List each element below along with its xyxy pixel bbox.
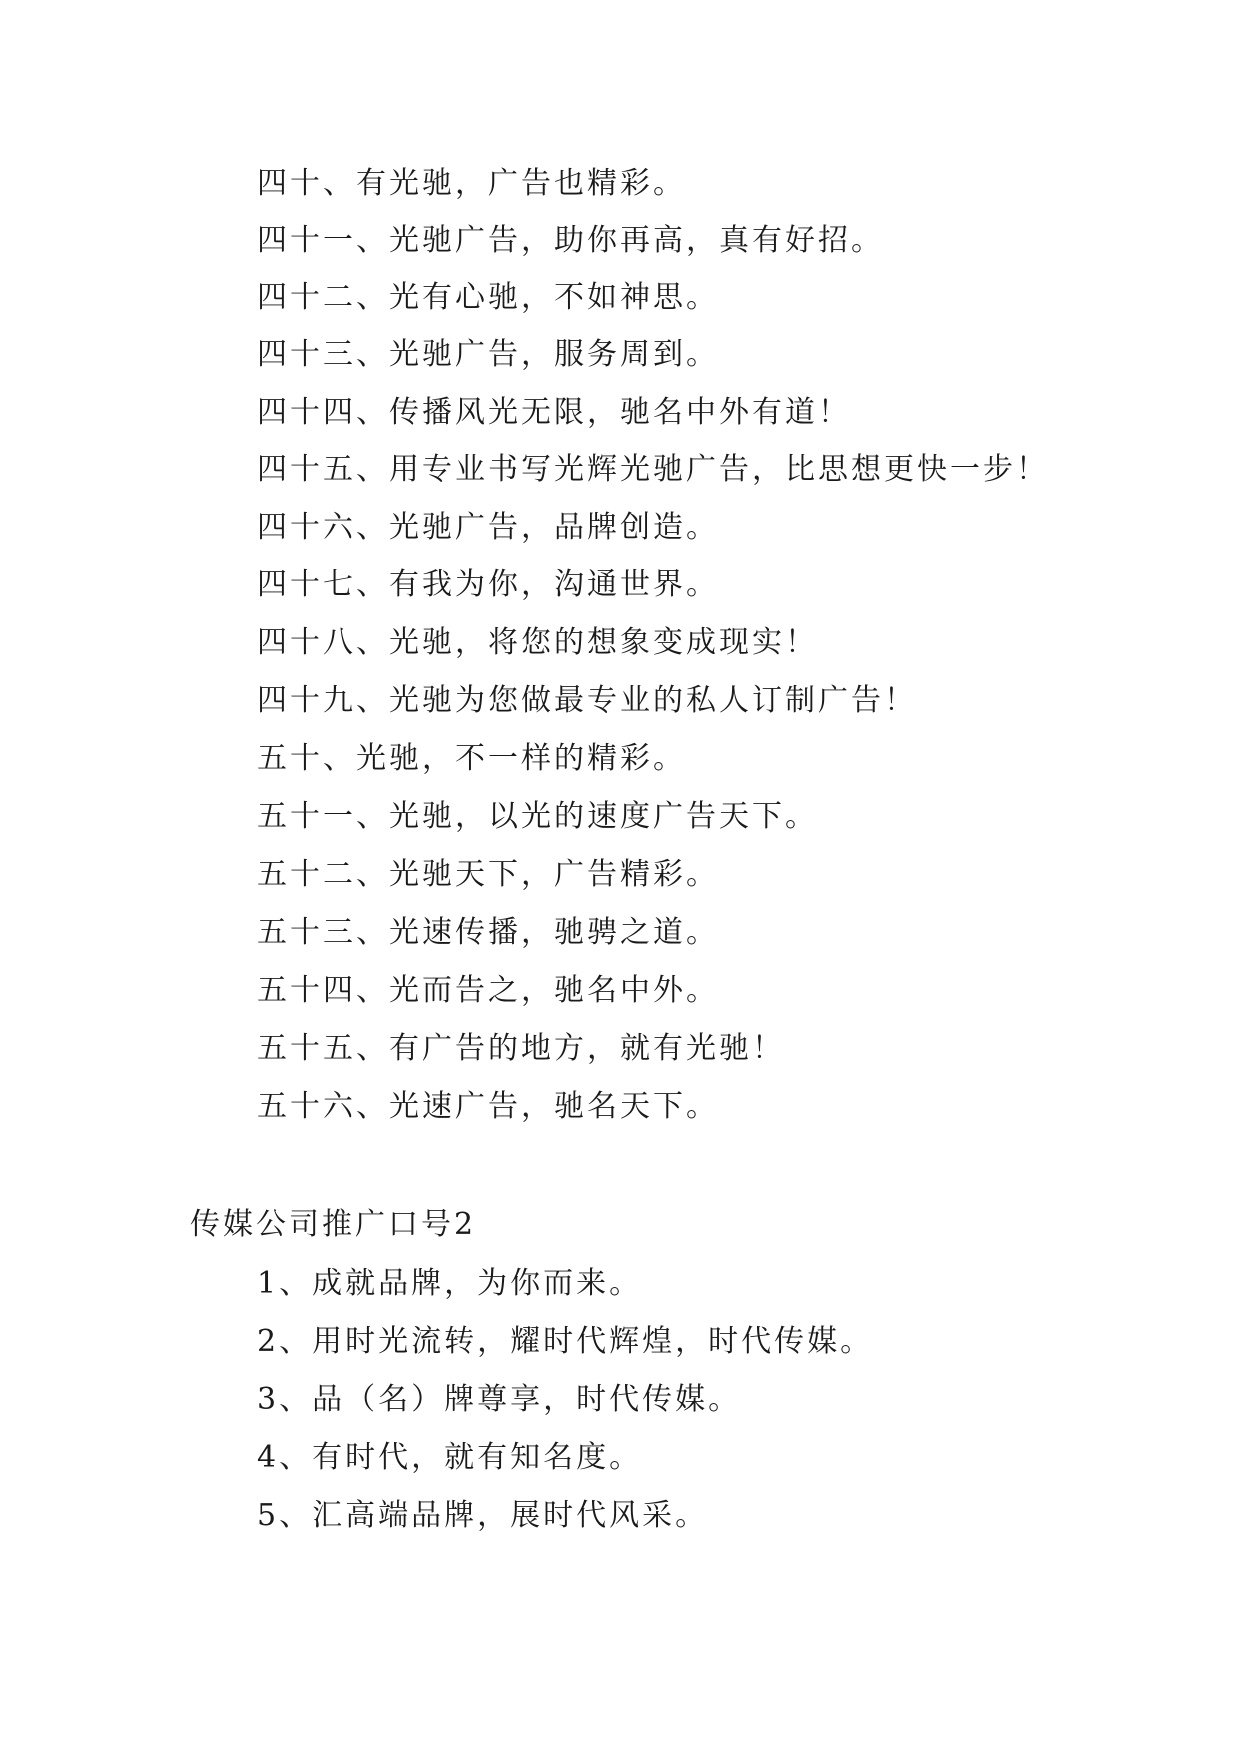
list-item: 2、用时光流转，耀时代辉煌，时代传媒。 [257,1324,874,1359]
slogan-line: 四十六、光驰广告，品牌创造。 [257,510,719,545]
list-item: 1、成就品牌，为你而来。 [257,1266,643,1301]
slogan-line: 五十五、有广告的地方，就有光驰！ [257,1031,785,1066]
slogan-line: 五十一、光驰，以光的速度广告天下。 [257,799,818,834]
slogan-line: 四十四、传播风光无限，驰名中外有道！ [257,395,851,430]
section-heading: 传媒公司推广口号2 [190,1207,477,1242]
slogan-line: 五十二、光驰天下，广告精彩。 [257,857,719,892]
list-item: 3、品（名）牌尊享，时代传媒。 [257,1382,742,1417]
slogan-line: 四十三、光驰广告，服务周到。 [257,337,719,372]
slogan-line: 四十八、光驰，将您的想象变成现实！ [257,625,818,660]
slogan-line: 五十三、光速传播，驰骋之道。 [257,915,719,950]
slogan-line: 四十九、光驰为您做最专业的私人订制广告！ [257,683,917,718]
slogan-line: 四十一、光驰广告，助你再高，真有好招。 [257,223,884,258]
list-item: 5、汇高端品牌，展时代风采。 [257,1498,709,1533]
slogan-line: 五十四、光而告之，驰名中外。 [257,973,719,1008]
slogan-line: 五十、光驰，不一样的精彩。 [257,741,686,776]
slogan-line: 四十五、用专业书写光辉光驰广告，比思想更快一步！ [257,452,1049,487]
list-item: 4、有时代，就有知名度。 [257,1440,643,1475]
slogan-line: 四十七、有我为你，沟通世界。 [257,567,719,602]
slogan-line: 四十二、光有心驰，不如神思。 [257,280,719,315]
slogan-line: 四十、有光驰，广告也精彩。 [257,166,686,201]
slogan-line: 五十六、光速广告，驰名天下。 [257,1089,719,1124]
